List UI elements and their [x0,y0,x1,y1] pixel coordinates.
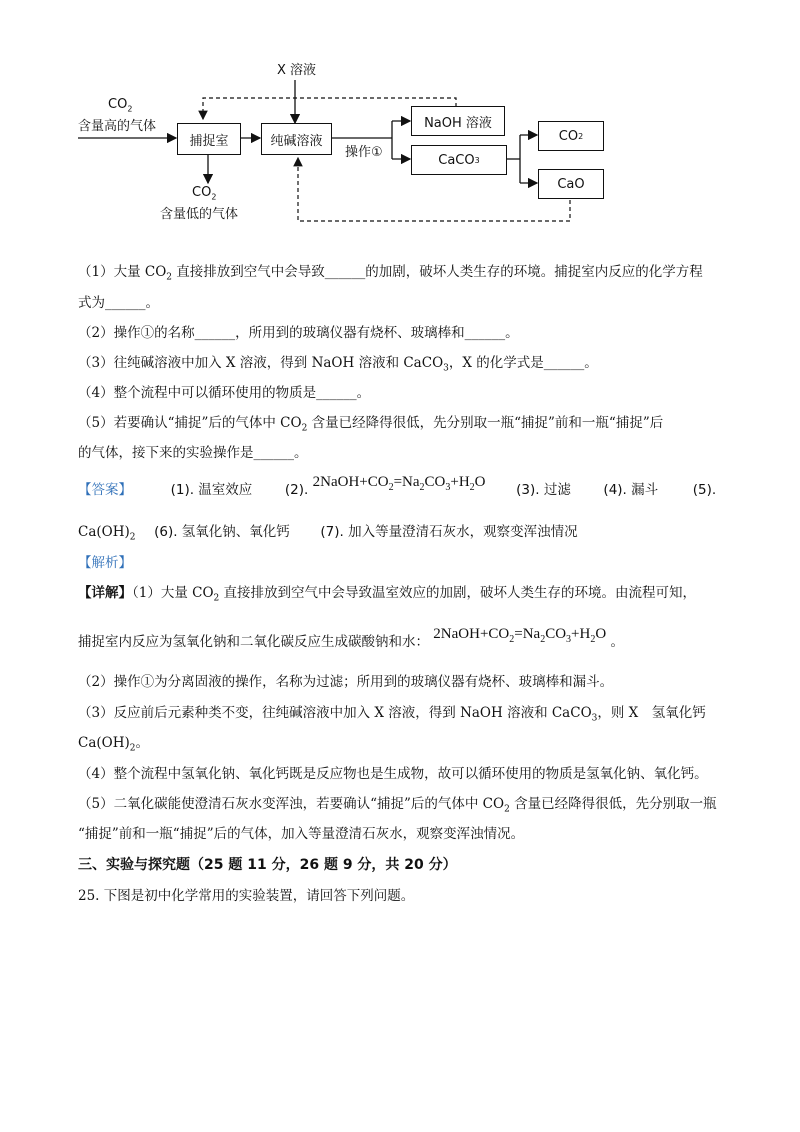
analysis-2: （2）操作①为分离固液的操作，名称为过滤；所用到的玻璃仪器有烧杯、玻璃棒和漏斗。 [78,674,614,690]
analysis-3-line-2: $Ca(OH)_2$。 [78,735,149,754]
question-2: （2）操作①的名称______，所用到的玻璃仪器有烧杯、玻璃棒和______。 [78,325,519,341]
gas-out-label: 含量低的气体 [160,207,239,222]
analysis-5-line-2: “捕捉”前和一瓶“捕捉”后的气体，加入等量澄清石灰水，观察变浑浊情况。 [78,826,525,842]
soda-solution-box: 纯碱溶液 [261,123,332,155]
caco3-box: CaCO 3 [411,145,507,175]
section-3-title: 三、实验与探究题（25 题 11 分，26 题 9 分，共 20 分） [78,857,457,873]
answer-4: (4). 漏斗 [603,482,659,498]
answer-5-label: (5). [692,482,717,498]
answer-3: (3). 过滤 [516,482,571,498]
answer-6: (6). 氢氧化钠、氧化钙 [154,524,290,540]
analysis-5-line-1: （5）二氧化碳能使澄清石灰水变浑浊，若要确认“捕捉”后的气体中 $CO_2$ 含量已经降得很低，先分别取一瓶 [78,796,717,815]
gas-in-formula: $CO_2$ [108,97,133,114]
analysis-1-line-1: 【详解】（1）大量 $CO_2$ 直接排放到空气中会导致温室效应的加剧，破坏人类生存的环境。由流程可知， [78,585,697,604]
question-4: （4）整个流程中可以循环使用的物质是______。 [78,385,371,401]
answer-line-2 [78,522,578,548]
question-25: 25. 下图是初中化学常用的实验装置，请回答下列问题。 [78,888,415,904]
analysis-3-line-1: （3）反应前后元素种类不变，往纯碱溶液中加入 X 溶液，得到 NaOH 溶液和 CaCO$_3$，则 X 氢氧化钙 [78,705,706,724]
answer-1: (1). 温室效应 [170,482,253,498]
answer-2-label: (2). [284,482,309,498]
flow-diagram [70,55,630,235]
question-1-line-2: 式为______。 [78,295,159,311]
naoh-solution-box: NaOH 溶液 [411,106,505,136]
co2-product-box: CO 2 [538,121,604,151]
x-solution-label: X 溶液 [277,63,317,78]
answer-line-1 [78,474,717,506]
gas-out-formula: $CO_2$ [192,185,217,202]
operation-label: 操作① [345,145,383,160]
gas-in-label: 含量高的气体 [78,119,157,134]
question-3: （3）往纯碱溶液中加入 X 溶液，得到 NaOH 溶液和 CaCO$_3$，X 的化学式是______。 [78,355,598,374]
answer-5-value: $Ca(OH)_2$ [78,524,136,543]
question-5-line-2: 的气体，接下来的实验操作是______。 [78,445,308,461]
answer-7: (7). 加入等量澄清石灰水，观察变浑浊情况 [320,524,578,540]
cao-box: CaO [538,169,604,199]
answer-equation: $2NaOH+CO_2=Na_2CO_3+H_2O$ [312,474,486,493]
answer-tag: 【答案】 [78,482,132,498]
capture-room-box: 捕捉室 [177,123,241,155]
analysis-tag: 【解析】 [78,555,132,571]
question-1-line-1: （1）大量 $CO_2$ 直接排放到空气中会导致______的加剧，破坏人类生存的环境。捕捉室内反应的化学方程 [78,264,703,283]
question-5-line-1: （5）若要确认“捕捉”后的气体中 $CO_2$ 含量已经降得很低，先分别取一瓶“捕捉”前和一瓶“捕捉”后 [78,415,664,434]
analysis-4: （4）整个流程中氢氧化钠、氧化钙既是反应物也是生成物，故可以循环使用的物质是氢氧化钠、氧化钙。 [78,766,708,782]
analysis-1-line-2: 捕捉室内反应为氢氧化钠和二氧化碳反应生成碳酸钠和水： $2NaOH+CO_2=Na_2CO_3+H_2O$ 。 [78,626,624,650]
analysis-equation: $2NaOH+CO_2=Na_2CO_3+H_2O$ [433,626,607,645]
